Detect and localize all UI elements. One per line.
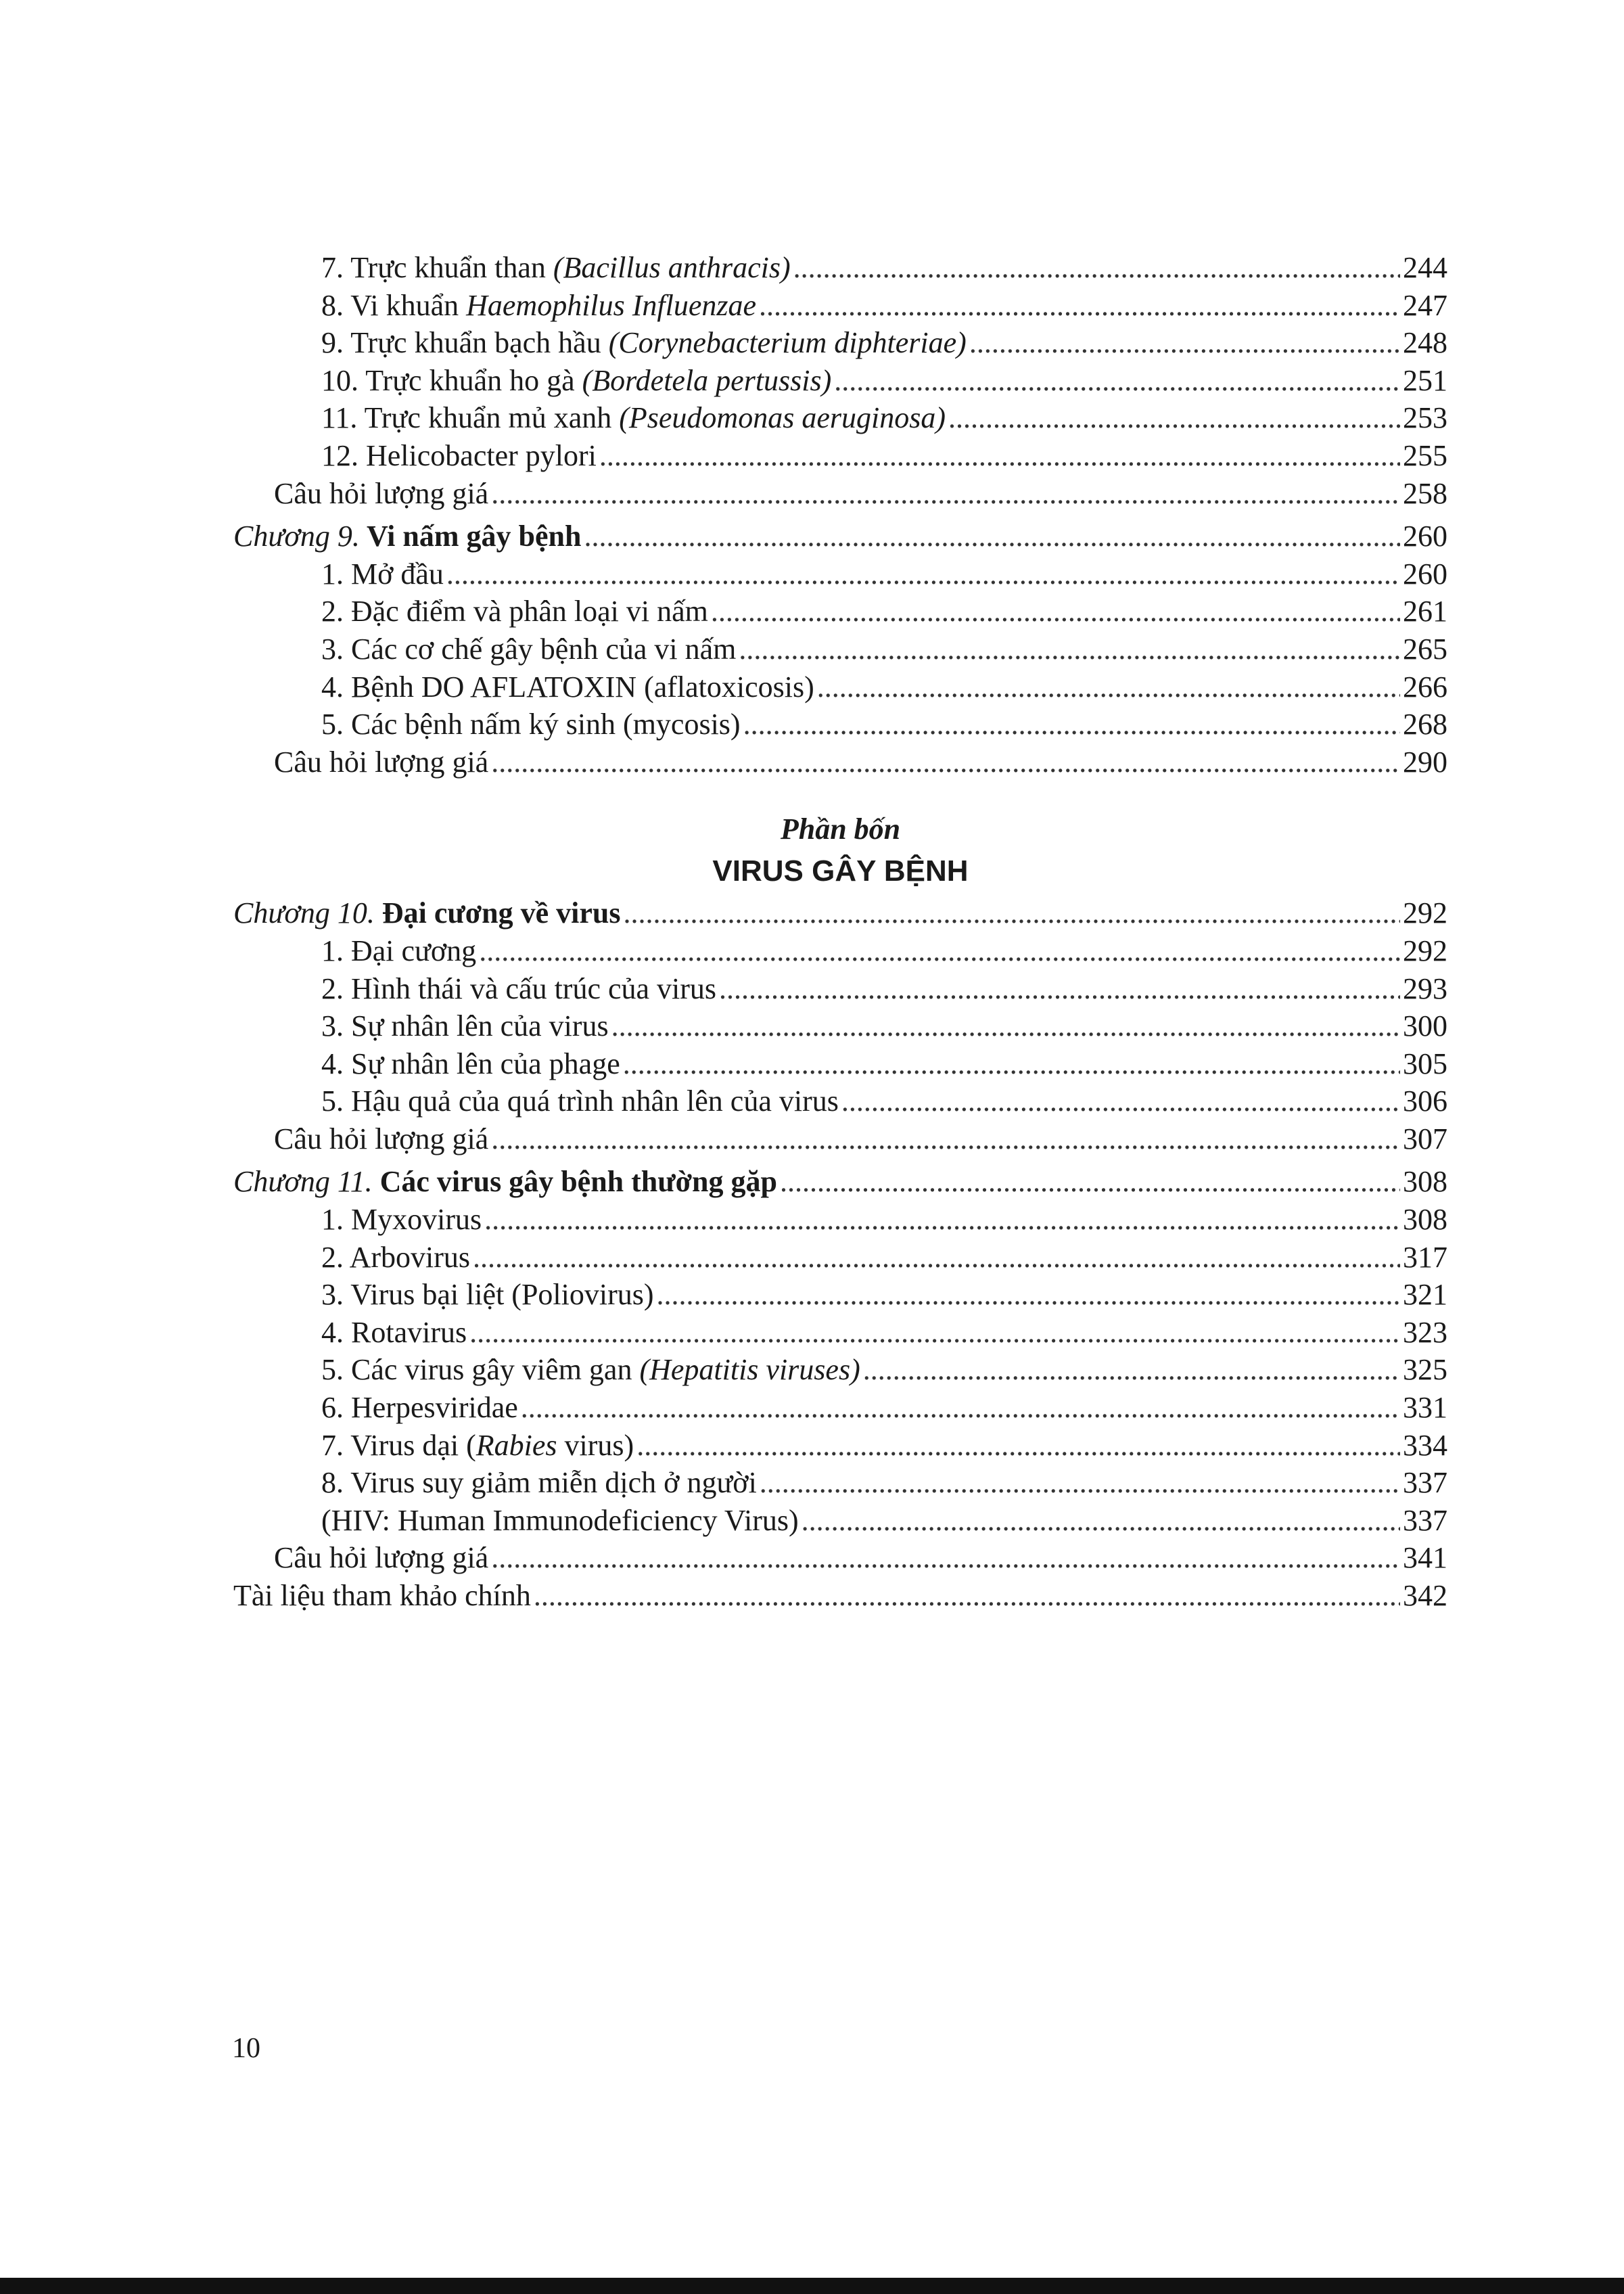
toc-entry: 10. Trực khuẩn ho gà (Bordetela pertussis) ..... 251 (233, 362, 1447, 400)
page-ref: 341 (1403, 1541, 1447, 1575)
toc-entry: 8. Vi khuẩn Haemophilus Influenzae ..... 247 (233, 287, 1447, 325)
page-ref: 261 (1403, 595, 1447, 628)
toc-entry: 7. Trực khuẩn than (Bacillus anthracis) ..... 244 (233, 249, 1447, 287)
page-ref: 258 (1403, 476, 1447, 510)
page-ref: 293 (1403, 971, 1447, 1005)
page-ref: 266 (1403, 670, 1447, 704)
toc-entry: 1. Mở đầu ..... 260 (233, 555, 1447, 593)
toc-entry: 3. Virus bại liệt (Poliovirus) ..... 321 (233, 1276, 1447, 1314)
toc-entry: 6. Herpesviridae ..... 331 (233, 1389, 1447, 1427)
page-ref: 317 (1403, 1240, 1447, 1274)
page-ref: 290 (1403, 745, 1447, 779)
toc-entry: 2. Arbovirus ..... 317 (233, 1239, 1447, 1277)
page-ref: 268 (1403, 708, 1447, 741)
review-questions-entry: Câu hỏi lượng giá ..... 307 (233, 1120, 1447, 1158)
page-ref: 247 (1403, 288, 1447, 322)
toc-entry: 3. Sự nhân lên của virus ..... 300 (233, 1007, 1447, 1045)
references-entry: Tài liệu tham khảo chính ..... 342 (233, 1577, 1447, 1615)
page-ref: 292 (1403, 934, 1447, 967)
toc-entry: 4. Rotavirus ..... 323 (233, 1314, 1447, 1352)
toc-entry: 4. Sự nhân lên của phage ..... 305 (233, 1045, 1447, 1083)
part-title: Phần bốn (780, 812, 901, 846)
page-ref: 337 (1403, 1503, 1447, 1537)
toc-entry-continuation: (HIV: Human Immunodeficiency Virus) ..... 337 (233, 1502, 1447, 1540)
page-ref: 308 (1403, 1203, 1447, 1237)
page-ref: 306 (1403, 1084, 1447, 1118)
toc-entry: 3. Các cơ chế gây bệnh của vi nấm ..... 265 (233, 630, 1447, 668)
page-number: 10 (232, 2033, 260, 2064)
toc-entry: 2. Hình thái và cấu trúc của virus ..... 293 (233, 970, 1447, 1008)
toc-entry: 4. Bệnh DO AFLATOXIN (aflatoxicosis) ..... 266 (233, 668, 1447, 706)
review-questions-entry: Câu hỏi lượng giá ..... 341 (233, 1539, 1447, 1577)
toc-entry: 5. Các virus gây viêm gan (Hepatitis viruses) ..... 325 (233, 1351, 1447, 1389)
toc-entry: 5. Hậu quả của quá trình nhân lên của virus ..... 306 (233, 1082, 1447, 1120)
review-questions-entry: Câu hỏi lượng giá ..... 258 (233, 475, 1447, 513)
page-ref: 253 (1403, 401, 1447, 435)
toc-entry: 8. Virus suy giảm miễn dịch ở người ..... 337 (233, 1464, 1447, 1502)
table-of-contents (233, 249, 1447, 1615)
page-ref: 260 (1403, 520, 1447, 553)
toc-entry: 1. Myxovirus ..... 308 (233, 1201, 1447, 1239)
page-ref: 331 (1403, 1391, 1447, 1425)
page-ref: 323 (1403, 1315, 1447, 1349)
toc-entry: 1. Đại cương ..... 292 (233, 932, 1447, 970)
chapter-heading: Chương 11. Các virus gây bệnh thường gặp ..... 308 (233, 1163, 1447, 1201)
page-ref: 244 (1403, 251, 1447, 284)
chapter-heading: Chương 9. Vi nấm gây bệnh ..... 260 (233, 518, 1447, 555)
page-ref: 248 (1403, 326, 1447, 360)
part-subtitle: VIRUS GÂY BỆNH (712, 854, 969, 888)
toc-entry: 9. Trực khuẩn bạch hầu (Corynebacterium diphteriae) ..... 248 (233, 324, 1447, 362)
page-ref: 308 (1403, 1165, 1447, 1199)
toc-entry: 12. Helicobacter pylori ..... 255 (233, 437, 1447, 475)
toc-entry: 2. Đặc điểm và phân loại vi nấm ..... 261 (233, 593, 1447, 630)
chapter-heading: Chương 10. Đại cương về virus ..... 292 (233, 894, 1447, 932)
page-ref: 265 (1403, 632, 1447, 666)
toc-entry: 7. Virus dại (Rabies virus) ..... 334 (233, 1427, 1447, 1465)
page-ref: 292 (1403, 896, 1447, 930)
review-questions-entry: Câu hỏi lượng giá ..... 290 (233, 743, 1447, 781)
page-ref: 321 (1403, 1278, 1447, 1312)
page-ref: 300 (1403, 1009, 1447, 1043)
page-ref: 342 (1403, 1579, 1447, 1612)
page-ref: 255 (1403, 438, 1447, 472)
page-ref: 307 (1403, 1122, 1447, 1155)
toc-entry: 11. Trực khuẩn mủ xanh (Pseudomonas aeruginosa) ..... 253 (233, 399, 1447, 437)
page-ref: 325 (1403, 1353, 1447, 1387)
page-ref: 260 (1403, 557, 1447, 591)
toc-entry: 5. Các bệnh nấm ký sinh (mycosis) ..... 268 (233, 706, 1447, 743)
page-ref: 305 (1403, 1047, 1447, 1080)
page-ref: 337 (1403, 1466, 1447, 1500)
page-ref: 251 (1403, 363, 1447, 397)
scan-edge-bar (0, 2278, 1624, 2294)
page-ref: 334 (1403, 1428, 1447, 1462)
